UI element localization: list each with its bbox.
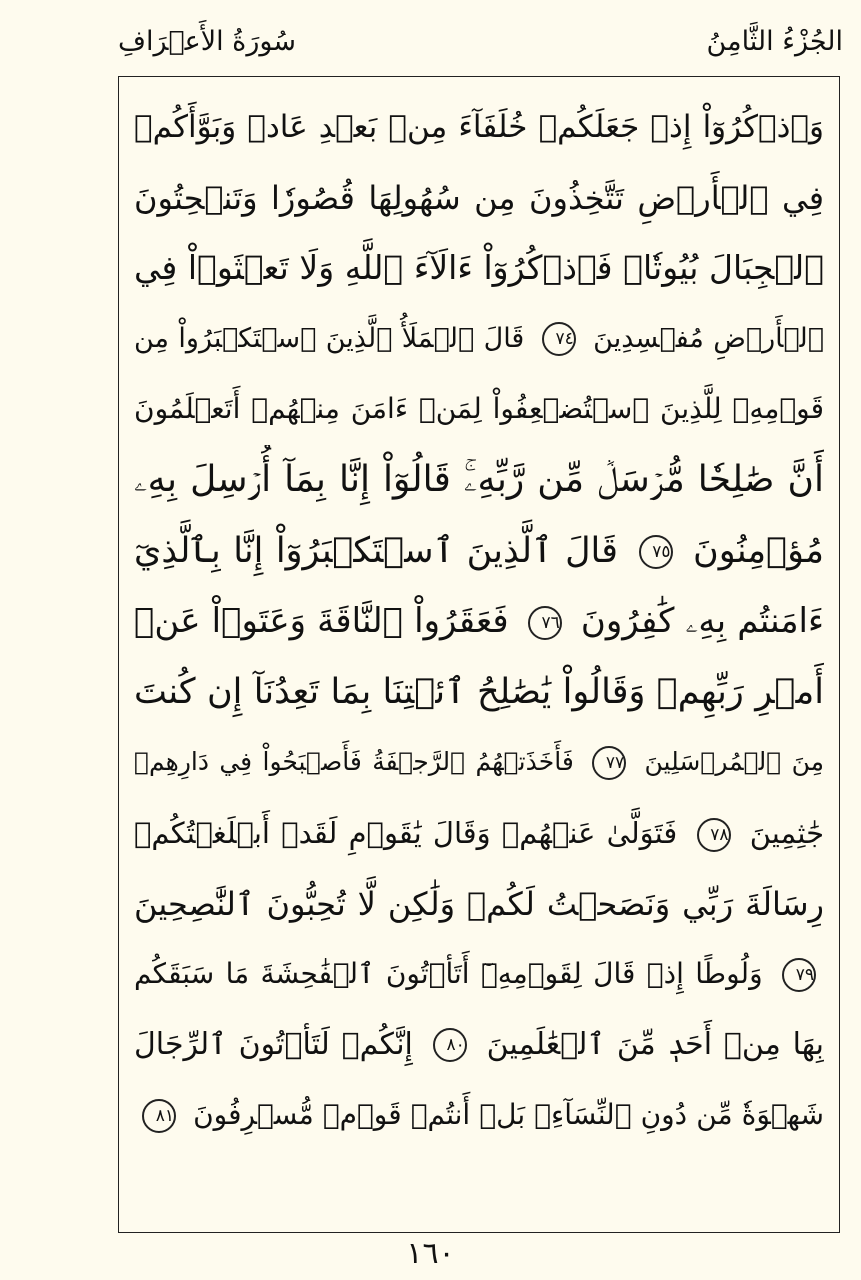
page-header bbox=[0, 10, 861, 70]
text-line: جَٰثِمِينَ ٧٨ فَتَوَلَّىٰ عَنۡهُمۡ وَقَالَ يَٰقَوۡمِ لَقَدۡ أَبۡلَغۡتُكُمۡ bbox=[134, 815, 824, 850]
page-number: ١٦٠ bbox=[406, 1236, 455, 1271]
ayah-number-marker: ٨١ bbox=[142, 1099, 176, 1133]
text-line: أَمۡرِ رَبِّهِمۡ وَقَالُواْ يَٰصَٰلِحُ ٱئۡتِنَا بِمَا تَعِدُنَآ إِن كُنتَ bbox=[134, 671, 824, 712]
ayah-number-marker: ٧٦ bbox=[528, 606, 562, 640]
ayah-number-marker: ٧٥ bbox=[639, 535, 673, 569]
text-line: وَٱذۡكُرُوٓاْ إِذۡ جَعَلَكُمۡ خُلَفَآءَ مِنۢ بَعۡدِ عَادٖ وَبَوَّأَكُمۡ bbox=[134, 109, 824, 145]
text-line: مِنَ ٱلۡمُرۡسَلِينَ ٧٧ فَأَخَذَتۡهُمُ ٱلرَّجۡفَةُ فَأَصۡبَحُواْ فِي دَارِهِمۡ bbox=[134, 727, 824, 798]
text-line: قَوۡمِهِۦ لِلَّذِينَ ٱسۡتُضۡعِفُواْ لِمَنۡ ءَامَنَ مِنۡهُمۡ أَتَعۡلَمُونَ bbox=[134, 392, 824, 426]
text-line: أَنَّ صَٰلِحٗا مُّرۡسَلٞ مِّن رَّبِّهِۦۚ قَالُوٓاْ إِنَّا بِمَآ أُرۡسِلَ بِهِۦ bbox=[134, 458, 824, 500]
ayah-number-marker: ٧٤ bbox=[542, 322, 576, 356]
ayah-number-marker: ٧٨ bbox=[697, 818, 731, 852]
text-line: ءَامَنتُم بِهِۦ كَٰفِرُونَ ٧٦ فَعَقَرُواْ ٱلنَّاقَةَ وَعَتَوۡاْ عَنۡ bbox=[134, 601, 824, 642]
ayah-number-marker: ٨٠ bbox=[433, 1028, 467, 1062]
quran-text bbox=[134, 92, 824, 1222]
text-line: رِسَالَةَ رَبِّي وَنَصَحۡتُ لَكُمۡ وَلَٰكِن لَّا تُحِبُّونَ ٱلنَّٰصِحِينَ bbox=[134, 884, 824, 923]
text-line: ٱلۡجِبَالَ بُيُوتٗاۖ فَٱذۡكُرُوٓاْ ءَالَآءَ ٱللَّهِ وَلَا تَعۡثَوۡاْ فِي bbox=[134, 248, 824, 288]
text-line: ٱلۡأَرۡضِ مُفۡسِدِينَ ٧٤ قَالَ ٱلۡمَلَأُ ٱلَّذِينَ ٱسۡتَكۡبَرُواْ مِن bbox=[134, 304, 824, 375]
surah-title: سُورَةُ الأَعۡرَافِ bbox=[118, 26, 296, 57]
text-line: مُؤۡمِنُونَ ٧٥ قَالَ ٱلَّذِينَ ٱسۡتَكۡبَرُوٓاْ إِنَّا بِٱلَّذِيٓ bbox=[134, 530, 824, 571]
ayah-number-marker: ٧٩ bbox=[782, 958, 816, 992]
text-line: شَهۡوَةٗ مِّن دُونِ ٱلنِّسَآءِۚ بَلۡ أَنتُمۡ قَوۡمٞ مُّسۡرِفُونَ ٨١ bbox=[134, 1080, 824, 1151]
juz-title: الجُزْءُ الثَّامِنُ bbox=[706, 26, 843, 57]
text-line: فِي ٱلۡأَرۡضِ تَتَّخِذُونَ مِن سُهُولِهَا قُصُورٗا وَتَنۡحِتُونَ bbox=[134, 178, 824, 217]
text-line: ٧٩ وَلُوطًا إِذۡ قَالَ لِقَوۡمِهِۦٓ أَتَأۡتُونَ ٱلۡفَٰحِشَةَ مَا سَبَقَكُم bbox=[134, 957, 814, 991]
ayah-number-marker: ٧٧ bbox=[592, 746, 626, 780]
text-line: بِهَا مِنۡ أَحَدٖ مِّنَ ٱلۡعَٰلَمِينَ ٨٠ إِنَّكُمۡ لَتَأۡتُونَ ٱلرِّجَالَ bbox=[134, 1026, 824, 1062]
